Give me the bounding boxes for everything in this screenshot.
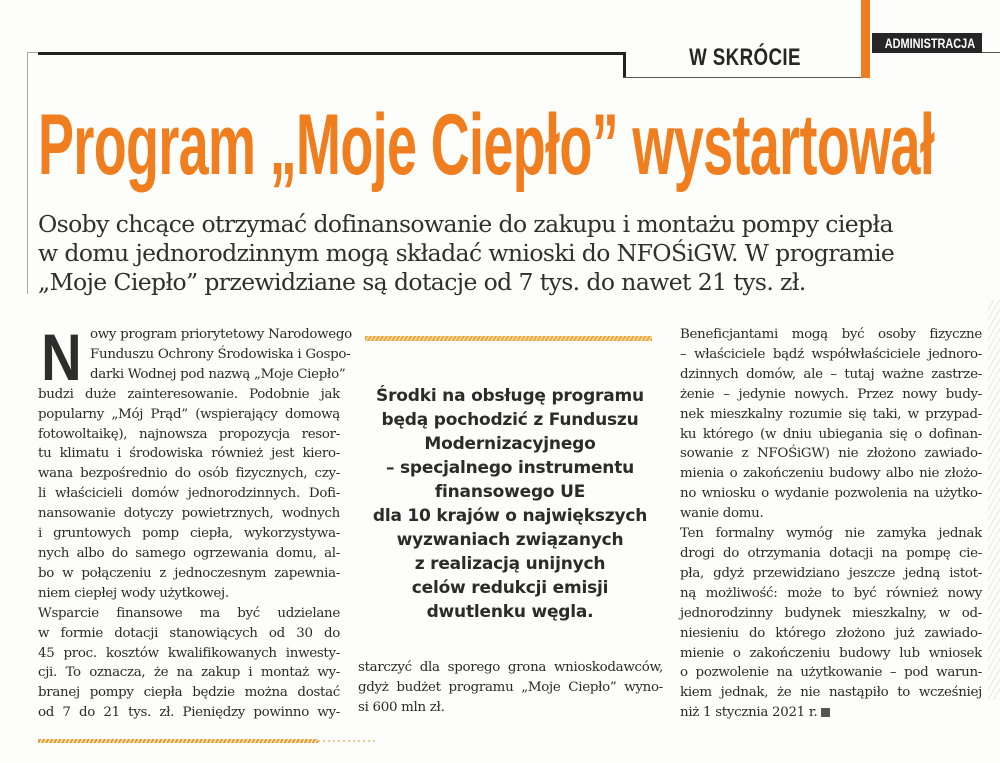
page-edge-texture — [988, 300, 1000, 700]
text-line: bo w połączeniu z jednoczesnym zapewnia- — [38, 565, 340, 581]
text-line-final — [680, 703, 982, 723]
drop-cap: N — [41, 320, 82, 394]
text-line: starczyć dla sporego grona wnioskodawców, — [358, 660, 663, 675]
text-line: nansowanie dotyczy powietrznych, wodnych — [38, 506, 340, 522]
text-line: kiem jednak, że nie nastąpiło to wcześniej — [680, 685, 982, 701]
pull-quote-rule — [365, 336, 652, 341]
category-rule — [982, 52, 1000, 53]
text-line: jednorodzinny budynek mieszkalny, w od- — [680, 605, 982, 621]
text-line: darki Wodnej pod nazwą „Moje Ciepło” — [90, 366, 346, 382]
pull-quote-line: będą pochodzić z Funduszu — [381, 410, 639, 430]
text-line: drogi do otrzymania dotacji na pompę cie- — [680, 545, 982, 561]
pull-quote-line: finansowego UE — [434, 482, 586, 502]
pull-quote — [350, 384, 670, 624]
section-box-edge — [623, 52, 626, 78]
text-line: gdyż budżet programu „Moje Ciepło” wyno- — [358, 679, 663, 695]
text-line: si 600 mln zł. — [358, 699, 445, 715]
text-line: mienie o zakończeniu budowy lub wniosek — [680, 645, 982, 661]
category-label: ADMINISTRACJA — [884, 35, 976, 51]
header-rule — [38, 52, 625, 55]
text-line: wanie domu. — [680, 506, 764, 522]
text-line: od 7 do 21 tys. zł. Pieniędzy powinno wy- — [38, 705, 340, 721]
text-line: Beneficjantami mogą być osoby fizyczne — [680, 327, 982, 342]
text-line: cji. To oznacza, że na zakup i montaż wy- — [38, 665, 340, 681]
text-line: pła, gdyż przewidziano jeszcze jedną istot- — [680, 565, 982, 581]
text-line: dzinnych domów, ale – tutaj ważne zastrze- — [680, 366, 982, 382]
pull-quote-line: Modernizacyjnego — [424, 434, 596, 454]
text-line: nych albo do samego ogrzewania domu, al- — [38, 545, 340, 561]
section-box-underline — [623, 77, 863, 78]
lead-line: Osoby chcące otrzymać dofinansowanie do zakupu i montażu pompy ciepła — [38, 210, 893, 238]
text-line: o pozwolenie na użytkowanie – pod warun- — [680, 665, 982, 681]
text-line: nek mieszkalny rozumie się taki, w przypad- — [680, 406, 982, 422]
text-line: 45 proc. kosztów kwalifikowanych inwesty- — [38, 645, 340, 661]
category-tag — [872, 33, 982, 53]
footer-dotted-rule — [318, 740, 378, 742]
text-line: niż 1 stycznia 2021 r. — [680, 705, 818, 721]
pull-quote-line: wyzwaniach związanych — [396, 530, 624, 550]
pull-quote-line: Środki na obsługę programu — [376, 386, 644, 406]
pull-quote-line: dla 10 krajów o największych — [372, 506, 648, 526]
text-line: niem ciepłej wody użytkowej. — [38, 585, 229, 601]
text-line: – właściciele bądź współwłaściciele jednoro- — [680, 346, 982, 362]
text-line: ną możliwość: może to być również nowy — [680, 585, 982, 601]
article-lead — [38, 210, 978, 297]
text-line: popularny „Mój Prąd” (wspierający domową — [38, 406, 340, 422]
pull-quote-line: – specjalnego instrumentu — [385, 458, 635, 478]
text-line: budzi duże zainteresowanie. Podobnie jak — [38, 386, 340, 402]
text-line: i gruntowych pomp ciepła, wykorzystywa- — [38, 526, 340, 542]
article-title: Program „Moje Ciepło” wystartował — [38, 97, 935, 193]
column-3 — [680, 325, 982, 723]
text-line: Wsparcie finansowe ma być udzielane — [38, 605, 340, 621]
column-2 — [358, 658, 663, 718]
lead-line: w domu jednorodzinnym mogą składać wnioski do NFOŚiGW. W programie — [38, 239, 895, 267]
text-line: Funduszu Ochrony Środowiska i Gospo- — [90, 346, 351, 362]
text-line: li właścicieli domów jednorodzinnych. Dofi- — [38, 486, 340, 502]
text-line: ku którego (w dniu ubiegania się o dofinan- — [680, 426, 982, 442]
pull-quote-line: dwutlenku węgla. — [426, 602, 594, 622]
text-line: sowanie z NFOŚiGW) nie złożono zawiado- — [680, 446, 982, 462]
text-line: żenie – jedynie nowych. Przez nowy budy- — [680, 386, 982, 402]
accent-bar — [861, 0, 870, 78]
footer-hatched-rule — [38, 739, 318, 743]
text-line: owy program priorytetowy Narodowego — [90, 327, 352, 342]
pull-quote-line: celów redukcji emisji — [411, 578, 609, 598]
text-line: branej pompy ciepła będzie można dostać — [38, 685, 340, 701]
text-line: tu klimatu i środowiska również jest kiero- — [38, 446, 340, 462]
section-label: W SKRÓCIE — [689, 44, 801, 71]
lead-line: „Moje Ciepło” przewidziane są dotacje od 7 tys. do nawet 21 tys. zł. — [38, 268, 806, 296]
text-line: mienia o zakończeniu budowy albo nie złożo- — [680, 466, 982, 482]
text-line: niesieniu do którego złożono już zawiado- — [680, 625, 982, 641]
text-line: no wniosku o wydanie pozwolenia na użytko- — [680, 486, 982, 502]
pull-quote-line: z realizacją unijnych — [414, 554, 606, 574]
text-line: Ten formalny wymóg nie zamyka jednak — [680, 526, 982, 542]
end-of-article-icon — [821, 708, 830, 717]
text-line: wana bezpośrednio do osób fizycznych, czy- — [38, 466, 340, 482]
text-line: fotowoltaikę), najnowsza propozycja resor- — [38, 426, 340, 442]
column-1 — [38, 325, 352, 723]
frame-left-rule — [27, 52, 28, 294]
text-line: w formie dotacji stanowiących od 30 do — [38, 625, 340, 641]
